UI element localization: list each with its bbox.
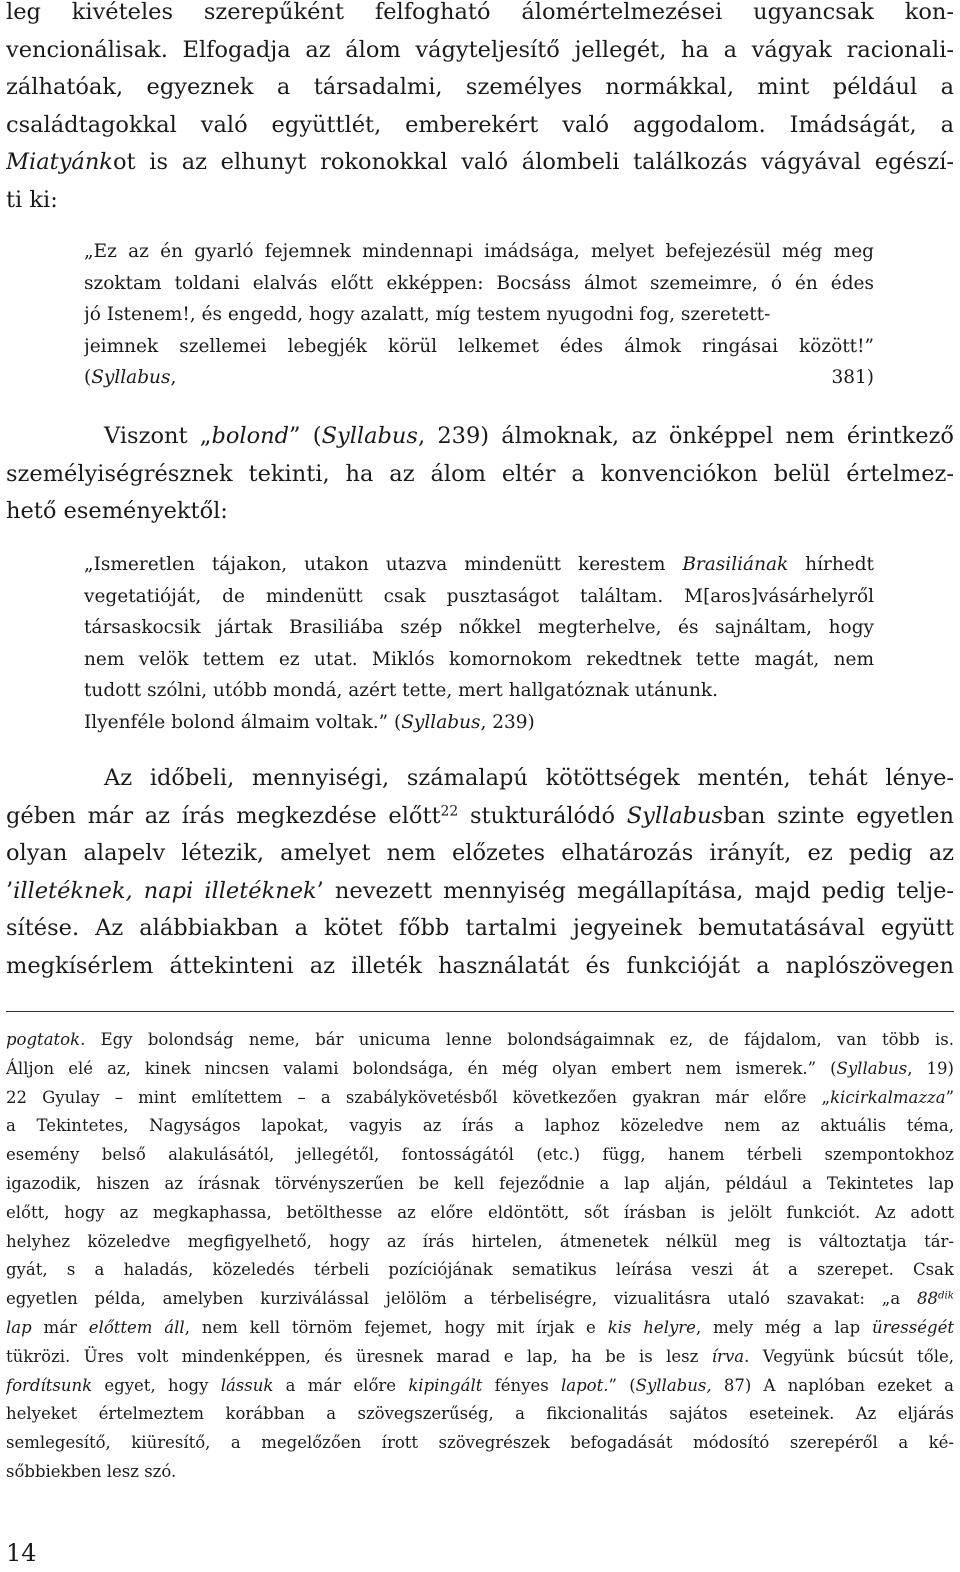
text-line: Miatyánkot is az elhunyt rokonokkal való álombeli találkozás vágyával egészí- bbox=[6, 149, 954, 175]
text-line: vencionálisak. Elfogadja az álom vágyteljesítő jellegét, ha a vágyak racionali- bbox=[6, 36, 954, 63]
block-quote-1 bbox=[84, 236, 874, 394]
footnote-line: pogtatok. Egy bolondság neme, bár unicuma lenne bolondságaimnak ez, de fájdalom, van több is. bbox=[6, 1030, 954, 1049]
text-line: Viszont „bolond” (Syllabus, 239) álmoknak, az önképpel nem érintkező bbox=[104, 423, 954, 449]
text-line: tudott szólni, utóbb mondá, azért tette, mert hallgatóznak utánunk. bbox=[84, 680, 718, 701]
footnote-line: gyát, s a haladás, közeledés térbeli pozíciójának sematikus leírása veszi át a szerepet. Csak bbox=[6, 1260, 954, 1280]
text-line: zálhatóak, egyeznek a társadalmi, személyes normákkal, mint például a bbox=[6, 74, 954, 100]
text-line: jó Istenem!, és engedd, hogy azalatt, míg testem nyugodni fog, szeretett- bbox=[84, 304, 771, 325]
text-line: jeimnek szellemei lebegjék körül lelkemet édes álmok ringásai között!” bbox=[84, 335, 874, 357]
body-paragraph-2 bbox=[6, 418, 954, 531]
text-line: nem velök tettem ez utat. Miklós komornokom rekedtnek tette magát, nem bbox=[84, 648, 874, 670]
page-number: 14 bbox=[6, 1539, 37, 1567]
footnote-separator bbox=[6, 1011, 954, 1012]
footnote-number: 22 bbox=[6, 1087, 27, 1107]
footnote-line: esemény belső alakulásától, jellegétől, fontosságától (etc.) függ, hanem térbeli szempontokhoz bbox=[6, 1145, 954, 1165]
body-paragraph-1 bbox=[6, 0, 954, 219]
text-line: leg kivételes szerepűként felfogható álomértelmezései ugyancsak kon- bbox=[6, 0, 954, 25]
text-line: társaskocsik jártak Brasiliába szép nőkkel megterhelve, és sajnáltam, hogy bbox=[84, 617, 874, 638]
footnote-line: tükrözi. Üres volt mindenképpen, és üresnek marad e lap, ha be is lesz írva. Vegyünk búcsút tőle, bbox=[6, 1346, 954, 1366]
footnote-line: fordítsunk egyet, hogy lássuk a már előre kipingált fényes lapot.” (Syllabus, 87) A naplóban ezeket a bbox=[6, 1375, 954, 1395]
text-line: ti ki: bbox=[6, 186, 58, 213]
footnote-line: lap már előttem áll, nem kell törnöm fejemet, hogy mit írjak e kis helyre, mely még a lap ürességét bbox=[6, 1317, 954, 1337]
footnote-line: egyetlen példa, amelyben kurziválással jelölöm a térbeliségre, vizualitásra utaló szavakat: „a $88^{dik}$ bbox=[6, 1289, 954, 1309]
quote-citation: Ilyenféle bolond álmaim voltak.” (Syllabus, 239) bbox=[84, 711, 535, 733]
text-line: szoktam toldani elalvás előtt ekképpen: Bocsáss álmot szemeimre, ó én édes bbox=[84, 272, 874, 294]
body-paragraph-3 bbox=[6, 760, 954, 985]
text-line: „Ez az én gyarló fejemnek mindennapi imádsága, melyet befejezésül még meg bbox=[84, 241, 874, 262]
footnote-ref: 22 bbox=[440, 802, 459, 819]
text-line: személyiségrésznek tekinti, ha az álom eltér a konvenciókon belül értelmez- bbox=[6, 460, 954, 487]
text-line: gében már az írás megkezdése előtt$^{22}$ stukturálódó Syllabusban szinte egyetlen bbox=[6, 802, 954, 829]
footnote-line: igazodik, hiszen az írásnak törvényszerűen be kell fejeződnie a lap alján, például a Tekintetes lap bbox=[6, 1173, 954, 1193]
text-line: vegetatióját, de mindenütt csak pusztaságot találtam. M[aros]vásárhelyről bbox=[84, 585, 874, 607]
quote-citation: (Syllabus, 381) bbox=[84, 367, 874, 388]
footnote-line: helyeket értelmeztem korábban a szövegszerűség, a fikcionalitás sajátos eseteinek. Az eljárás bbox=[6, 1404, 954, 1424]
footnote-line: semlegesítő, kiüresítő, a megelőzően írott szövegrészek befogadását módosító szerepéről a ké- bbox=[6, 1433, 954, 1453]
block-quote-2 bbox=[84, 549, 874, 738]
text-line: családtagokkal való együttlét, emberekért való aggodalom. Imádságát, a bbox=[6, 111, 954, 138]
footnotes bbox=[6, 1026, 954, 1487]
italic-title: Miatyánk bbox=[6, 149, 113, 175]
footnote-line: helyhez közeledve megfigyelhető, hogy az írás hirtelen, átmenetek nélkül meg is változtatja tár- bbox=[6, 1231, 954, 1251]
text-line: „Ismeretlen tájakon, utakon utazva mindenütt kerestem Brasiliának hírhedt bbox=[84, 554, 874, 575]
text-line: hető eseményektől: bbox=[6, 498, 228, 524]
footnote-line: sőbbiekben lesz szó. bbox=[6, 1461, 177, 1481]
text-line: sítése. Az alábbiakban a kötet főbb tartalmi jegyeinek bemutatásával együtt bbox=[6, 915, 954, 941]
text-line: olyan alapelv létezik, amelyet nem előzetes elhatározás irányít, ez pedig az bbox=[6, 840, 954, 866]
text-line: megkísérlem áttekinteni az illeték használatát és funkcióját a naplószövegen bbox=[6, 952, 954, 979]
footnote-line: a Tekintetes, Nagyságos lapokat, vagyis az írás a laphoz közeledve nem az aktuális téma, bbox=[6, 1116, 954, 1136]
text-line: Az időbeli, mennyiségi, számalapú kötöttségek mentén, tehát lénye- bbox=[104, 765, 954, 791]
footnote-line: 22 Gyulay – mint említettem – a szabálykövetésből következően gyakran már előre „kicirkalmazza” bbox=[6, 1087, 954, 1107]
footnote-line: Álljon elé az, kinek nincsen valami bolondsága, én még olyan embert nem ismerek.” (Syllabus, 19) bbox=[6, 1058, 954, 1078]
text-line: ’illetéknek, napi illetéknek’ nevezett mennyiség megállapítása, majd pedig telje- bbox=[6, 877, 954, 904]
footnote-line: előtt, hogy az megkaphassa, betölthesse az előre eldöntött, sőt írásban is jelölt funkciót. Az adott bbox=[6, 1202, 954, 1222]
